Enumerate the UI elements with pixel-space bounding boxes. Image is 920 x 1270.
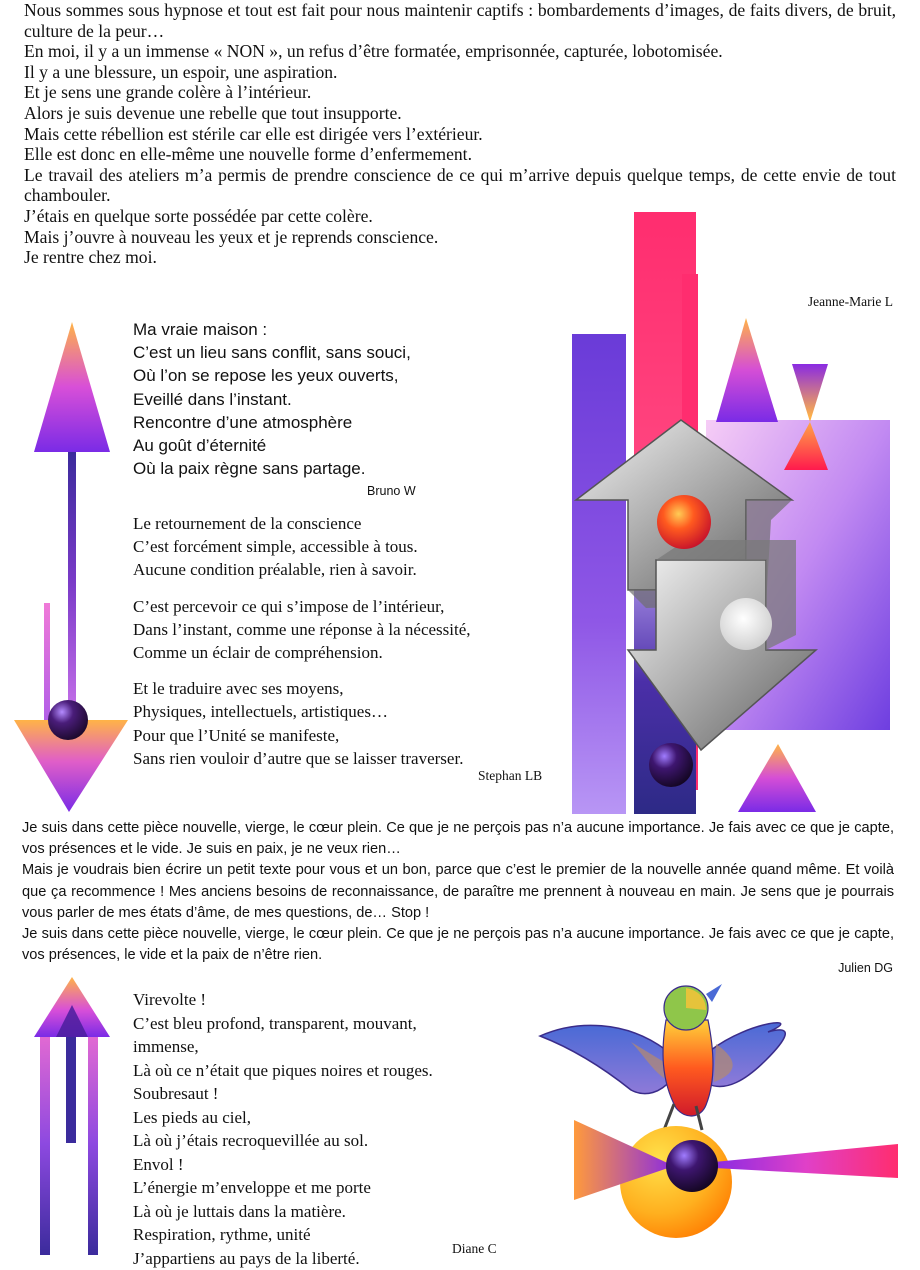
author-bruno: Bruno W (367, 484, 416, 498)
intro-paragraph: Nous sommes sous hypnose et tout est fait pour nous maintenir captifs : bombardements d’images, de faits divers, de bruit, culture de la peur… (24, 0, 896, 41)
poem-line: Où l’on se repose les yeux ouverts, (133, 364, 411, 387)
intro-paragraph: Alors je suis devenue une rebelle que tout insupporte. (24, 103, 896, 124)
poem-stanza (133, 512, 471, 582)
arrows-and-spheres-collage (566, 210, 896, 814)
small-triangle-icon (716, 318, 778, 422)
poem-stanza (133, 677, 471, 770)
red-sphere-icon (657, 495, 711, 549)
arrow-shaft (68, 452, 76, 712)
poem-line: C’est un lieu sans conflit, sans souci, (133, 341, 411, 364)
prose-paragraph: Mais je voudrais bien écrire un petit texte pour vous et un bon, parce que c’est le premier de la nouvelle année quand même. Et voilà que ça recommence ! Mes anciens besoins de reconnaissance, de paraître me prennent à nouveau en main. Je sens que je pourrais vous parler de mes états d’âme, de mes questions, de… Stop ! (22, 860, 894, 924)
poem-line: C’est forcément simple, accessible à tous. (133, 535, 471, 558)
author-jeanne-marie: Jeanne-Marie L (808, 294, 893, 310)
beak-icon (706, 984, 722, 1002)
poem-line: Pour que l’Unité se manifeste, (133, 724, 471, 747)
poem-line: Au goût d’éternité (133, 434, 411, 457)
bottom-triangle-icon (738, 744, 816, 812)
poem-diane (133, 988, 433, 1270)
pillar-middle (66, 1033, 76, 1143)
intro-paragraph: J’étais en quelque sorte possédée par cette colère. (24, 206, 896, 227)
poem-line: Respiration, rythme, unité (133, 1223, 433, 1247)
pillar-left (40, 1033, 50, 1255)
poem-line: Envol ! (133, 1153, 433, 1177)
prose-julien (22, 818, 894, 966)
poem-line: Sans rien vouloir d’autre que se laisser traverser. (133, 747, 471, 770)
poem-line: Là où j’étais recroquevillée au sol. (133, 1129, 433, 1153)
poem-stephan (133, 512, 471, 783)
poem-line: Physiques, intellectuels, artistiques… (133, 700, 471, 723)
poem-line: Le retournement de la conscience (133, 512, 471, 535)
author-stephan: Stephan LB (478, 768, 542, 784)
up-down-arrow-illustration (0, 318, 130, 813)
white-sphere-icon (720, 598, 772, 650)
poem-line: Rencontre d’une atmosphère (133, 411, 411, 434)
poem-line: J’appartiens au pays de la liberté. (133, 1247, 433, 1270)
intro-paragraph: Elle est donc en elle-même une nouvelle forme d’enfermement. (24, 144, 896, 165)
poem-line: Et le traduire avec ses moyens, (133, 677, 471, 700)
dark-sphere-icon (649, 743, 693, 787)
poem-line: Où la paix règne sans partage. (133, 457, 411, 480)
poem-line: Aucune condition préalable, rien à savoir. (133, 558, 471, 581)
intro-paragraph: Il y a une blessure, un espoir, une aspiration. (24, 62, 896, 83)
poem-line: Virevolte ! (133, 988, 433, 1012)
author-diane: Diane C (452, 1241, 497, 1257)
dark-sphere-icon (666, 1140, 718, 1192)
poem-line: C’est percevoir ce qui s’impose de l’intérieur, (133, 595, 471, 618)
bird-on-sun-drawing (536, 980, 902, 1242)
right-beam (714, 1144, 898, 1178)
poem-stanza (133, 595, 471, 665)
poem-line: Soubresaut ! (133, 1082, 433, 1106)
prose-paragraph: Je suis dans cette pièce nouvelle, vierge, le cœur plein. Ce que je ne perçois pas n’a aucune importance. Je fais avec ce que je capte, vos présences, le vide et la paix de n’être rien. (22, 924, 894, 966)
prose-paragraph: Je suis dans cette pièce nouvelle, vierge, le cœur plein. Ce que je ne perçois pas n’a aucune importance. Je fais avec ce que je capte, vos présences et le vide. Je suis en paix, je ne veux rien… (22, 818, 894, 860)
pink-bar (44, 603, 50, 723)
poem-line: Comme un éclair de compréhension. (133, 641, 471, 664)
author-julien: Julien DG (838, 961, 893, 975)
pillar-right (88, 1033, 98, 1255)
intro-paragraph: Le travail des ateliers m’a permis de prendre conscience de ce qui m’arrive depuis quelque temps, de cette envie de tout chambouler. (24, 165, 896, 206)
poem-line: Ma vraie maison : (133, 318, 411, 341)
poem-line: Là où ce n’était que piques noires et rouges. (133, 1059, 433, 1083)
poem-line: Là où je luttais dans la matière. (133, 1200, 433, 1224)
poem-line: Eveillé dans l’instant. (133, 388, 411, 411)
poem-bruno (133, 318, 411, 480)
intro-paragraph: En moi, il y a un immense « NON », un refus d’être formatée, emprisonnée, capturée, lobotomisée. (24, 41, 896, 62)
bird-body (663, 1020, 713, 1116)
intro-paragraph: Et je sens une grande colère à l’intérieur. (24, 82, 896, 103)
sphere-icon (48, 700, 88, 740)
poem-line: L’énergie m’enveloppe et me porte (133, 1176, 433, 1200)
poem-line: C’est bleu profond, transparent, mouvant, (133, 1012, 433, 1036)
triple-arrow-illustration (30, 975, 130, 1257)
intro-paragraph: Mais cette rébellion est stérile car elle est dirigée vers l’extérieur. (24, 124, 896, 145)
up-arrow-icon (34, 322, 110, 452)
purple-bar (572, 334, 626, 814)
poem-line: immense, (133, 1035, 433, 1059)
poem-line: Les pieds au ciel, (133, 1106, 433, 1130)
intro-paragraph: Mais j’ouvre à nouveau les yeux et je reprends conscience. (24, 227, 896, 248)
intro-paragraph: Je rentre chez moi. (24, 247, 896, 268)
poem-line: Dans l’instant, comme une réponse à la nécessité, (133, 618, 471, 641)
